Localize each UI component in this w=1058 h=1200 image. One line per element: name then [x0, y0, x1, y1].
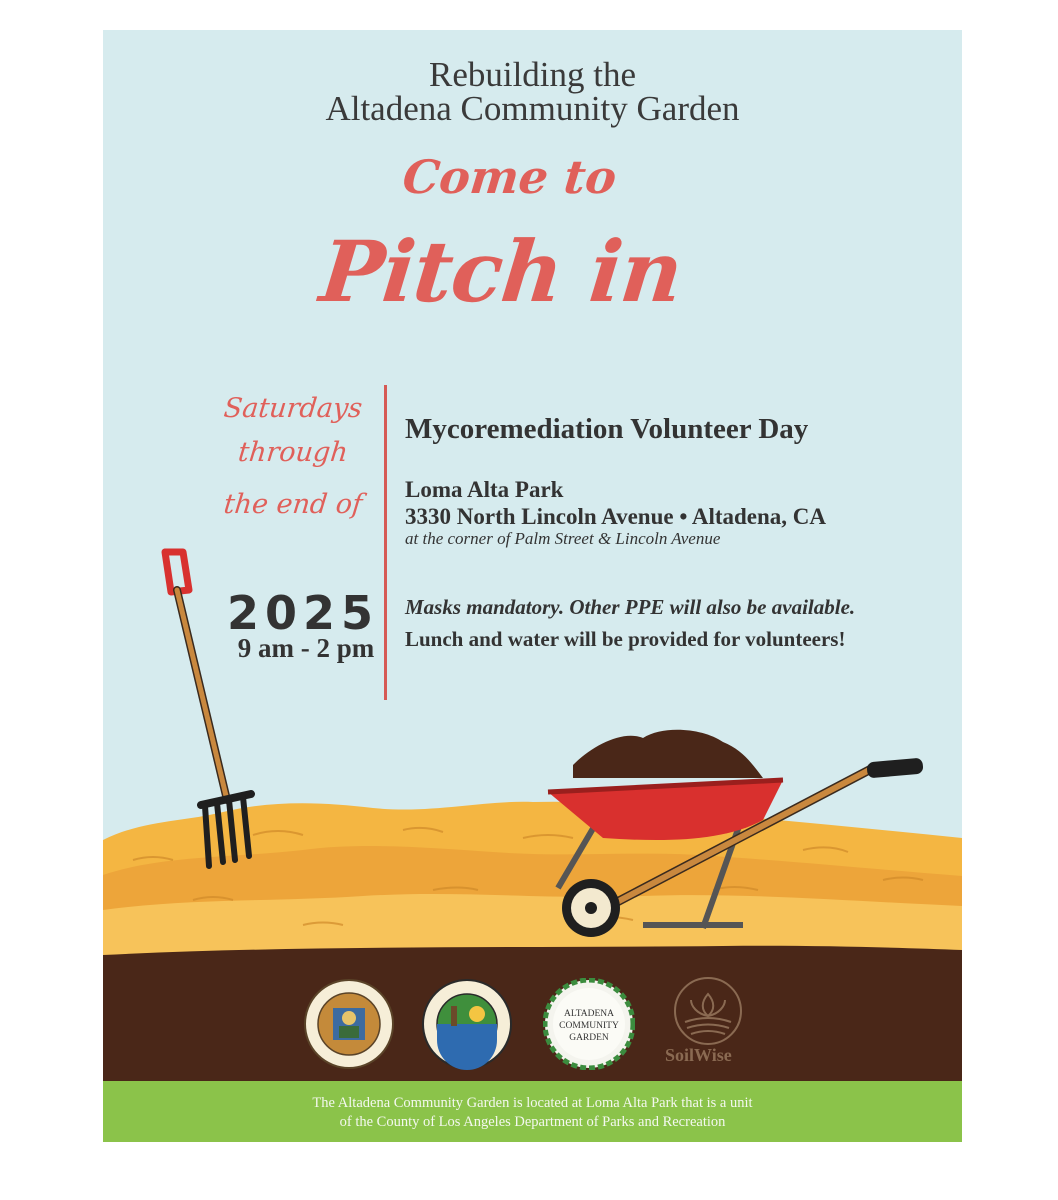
- garden-illustration: [103, 30, 962, 1081]
- footer-line-2: of the County of Los Angeles Department of Parks and Recreation: [339, 1114, 726, 1130]
- parks-recreation-seal-icon: [421, 978, 513, 1070]
- county-seal-icon: [303, 978, 395, 1070]
- event-address: 3330 North Lincoln Avenue • Altadena, CA: [405, 504, 827, 529]
- soilwise-logo-text: SoilWise: [665, 1045, 732, 1065]
- schedule-saturdays: Saturdays: [222, 393, 364, 424]
- schedule-end-of: the end of: [222, 489, 364, 520]
- event-corner-note: at the corner of Palm Street & Lincoln Avenue: [405, 529, 721, 548]
- flyer: [103, 30, 962, 1142]
- schedule-year: 2025: [226, 586, 380, 640]
- altadena-garden-logo: [543, 978, 635, 1070]
- schedule-hours: 9 am - 2 pm: [237, 633, 375, 663]
- garden-logo-line3: GARDEN: [569, 1033, 609, 1043]
- footer-line-1: The Altadena Community Garden is located at Loma Alta Park that is a unit: [312, 1095, 753, 1111]
- garden-logo-line1: ALTADENA: [563, 1009, 615, 1019]
- garden-logo-line2: COMMUNITY: [559, 1021, 619, 1031]
- soilwise-logo-icon: [673, 976, 743, 1046]
- event-lunch-note: Lunch and water will be provided for volunteers!: [405, 627, 846, 651]
- event-venue: Loma Alta Park: [405, 477, 564, 502]
- header-line-2: Altadena Community Garden: [325, 89, 740, 128]
- schedule-through: through: [236, 437, 350, 468]
- event-title: Mycoremediation Volunteer Day: [405, 413, 809, 445]
- footer-banner: [103, 1081, 962, 1142]
- headline-come-to: Come to: [400, 150, 620, 204]
- headline-pitch-in: Pitch in: [315, 222, 687, 321]
- header-line-1: Rebuilding the: [428, 55, 637, 94]
- event-masks-note: Masks mandatory. Other PPE will also be available.: [405, 595, 856, 619]
